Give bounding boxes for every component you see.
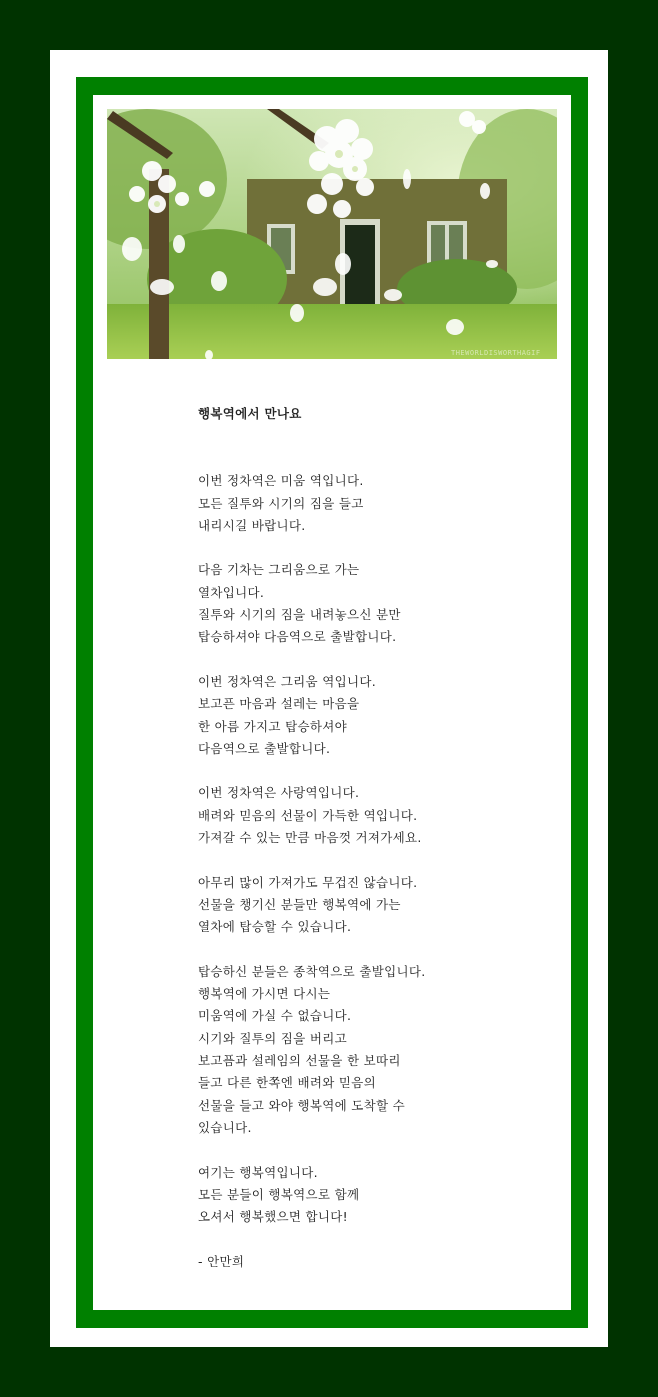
- poem: [198, 403, 498, 1273]
- spring-blossom-photo-icon: [107, 109, 557, 359]
- poem-stanza-4: [198, 782, 498, 849]
- poem-line: 배려와 믿음의 선물이 가득한 역입니다.: [198, 807, 418, 823]
- poem-stanza-7: [198, 1162, 498, 1229]
- poem-stanza-5: [198, 872, 498, 939]
- photo-watermark: THEWORLDISWORTHAGIF: [451, 349, 541, 357]
- poem-line: 여기는 행복역입니다.: [198, 1164, 318, 1180]
- poem-line: 선물을 들고 와야 행복역에 도착할 수: [198, 1097, 405, 1113]
- poem-line: 이번 정차역은 미움 역입니다.: [198, 473, 364, 489]
- poem-line: 탑승하셔야 다음역으로 출발합니다.: [198, 629, 397, 645]
- poem-stanza-6: [198, 961, 498, 1139]
- poem-line: 가져갈 수 있는 만큼 마음껏 거져가세요.: [198, 830, 422, 846]
- poem-stanza-2: [198, 559, 498, 648]
- poem-line: 모든 질투와 시기의 짐을 들고: [198, 495, 364, 511]
- poem-line: 탑승하신 분들은 종착역으로 출발입니다.: [198, 963, 426, 979]
- poem-line: 모든 분들이 행복역으로 함께: [198, 1186, 360, 1202]
- poem-title: 행복역에서 만나요: [198, 406, 302, 421]
- poem-line: 열차에 탑승할 수 있습니다.: [198, 919, 352, 935]
- poem-line: 행복역에 가시면 다시는: [198, 986, 331, 1002]
- poem-line: 질투와 시기의 짐을 내려놓으신 분만: [198, 607, 401, 623]
- poem-line: 내리시길 바랍니다.: [198, 517, 306, 533]
- content-panel: [93, 95, 571, 1310]
- poem-line: 보고픈 마음과 설레는 마음을: [198, 696, 360, 712]
- poem-line: 들고 다른 한쪽엔 배려와 믿음의: [198, 1075, 376, 1091]
- poem-line: 선물을 챙기신 분들만 행복역에 가는: [198, 896, 401, 912]
- poem-line: 다음역으로 출발합니다.: [198, 740, 331, 756]
- poem-line: 미움역에 가실 수 없습니다.: [198, 1008, 352, 1024]
- poem-line: 이번 정차역은 그리움 역입니다.: [198, 673, 376, 689]
- green-border-frame: [76, 77, 588, 1328]
- poem-line: 보고픔과 설레임의 선물을 한 보따리: [198, 1053, 401, 1069]
- poem-stanza-3: [198, 671, 498, 760]
- poem-line: 있습니다.: [198, 1119, 252, 1135]
- outer-white-frame: [50, 50, 608, 1347]
- poem-line: 오셔서 행복했으면 합니다!: [198, 1209, 348, 1225]
- spring-blossom-photo: [107, 109, 557, 359]
- poem-line: 한 아름 가지고 탑승하셔야: [198, 718, 347, 734]
- poem-line: 열차입니다.: [198, 584, 265, 600]
- poem-line: 아무리 많이 가져가도 무겁진 않습니다.: [198, 874, 418, 890]
- poem-stanza-1: [198, 470, 498, 537]
- poem-author: - 안만희: [198, 1253, 245, 1269]
- poem-line: 이번 정차역은 사랑역입니다.: [198, 785, 360, 801]
- poem-line: 다음 기차는 그리움으로 가는: [198, 562, 360, 578]
- poem-line: 시기와 질투의 짐을 버리고: [198, 1030, 347, 1046]
